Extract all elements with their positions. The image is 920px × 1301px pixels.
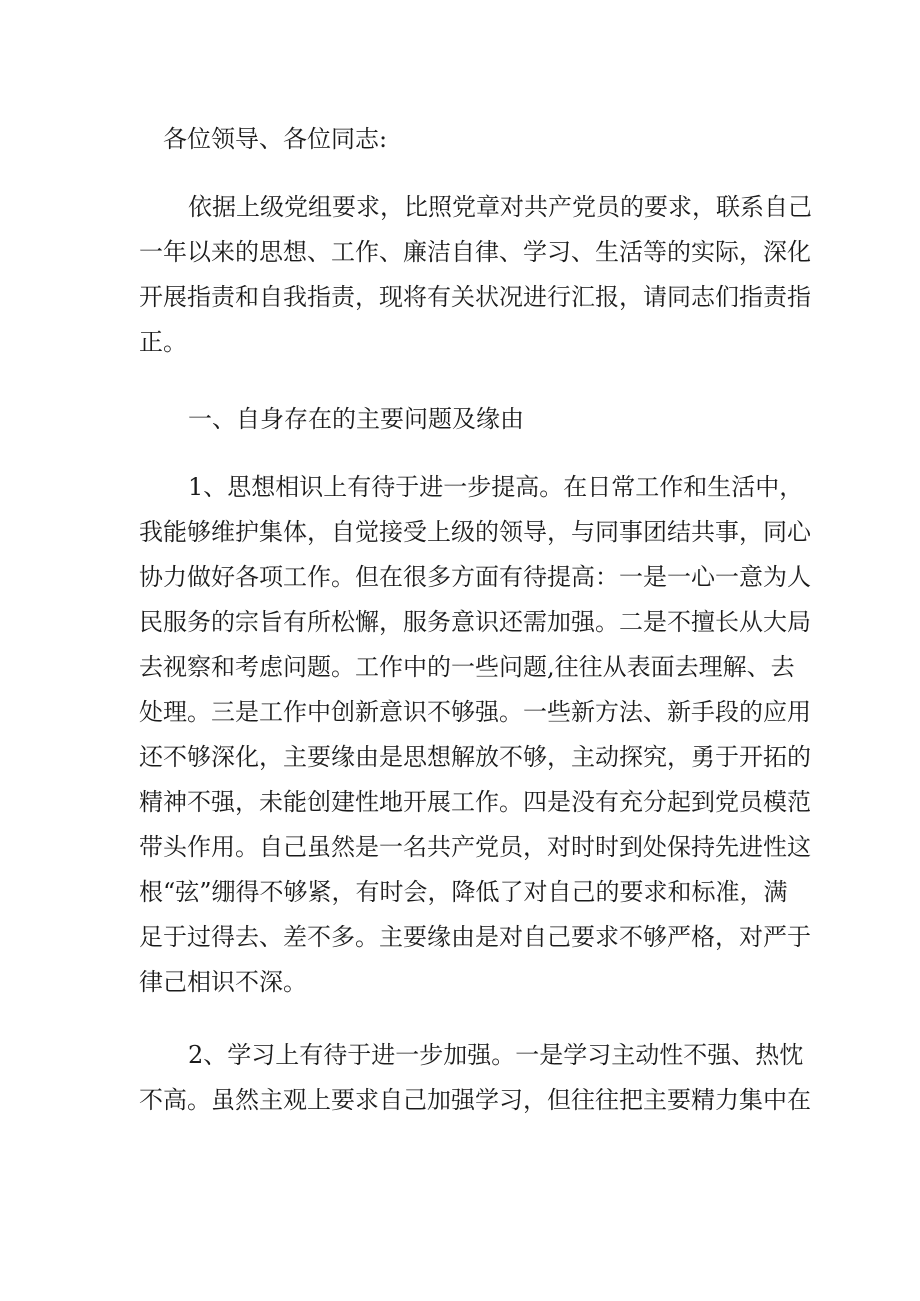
item1-line-11: 足于过得去、差不多。主要缘由是对自己要求不够严格，对严于	[139, 923, 811, 951]
item2-line-1: 2、学习上有待于进一步加强。一是学习主动性不强、热忱	[188, 1041, 804, 1069]
item1-line-10: 根“弦”绷得不够紧，有时会，降低了对自己的要求和标准，满	[139, 878, 788, 906]
item1-line-2: 我能够维护集体，自觉接受上级的领导，与同事团结共事，同心	[139, 518, 811, 546]
item1-line-12: 律己相识不深。	[139, 968, 307, 996]
salutation: 各位领导、各位同志:	[163, 125, 388, 153]
intro-line-1: 依据上级党组要求，比照党章对共产党员的要求，联系自己	[188, 193, 812, 221]
item1-line-7: 还不够深化，主要缘由是思想解放不够，主动探究，勇于开拓的	[139, 743, 811, 771]
item1-line-3: 协力做好各项工作。但在很多方面有待提高：一是一心一意为人	[139, 563, 811, 591]
item1-line-6: 处理。三是工作中创新意识不够强。一些新方法、新手段的应用	[139, 698, 811, 726]
intro-line-4: 正。	[139, 328, 187, 356]
section-heading: 一、自身存在的主要问题及缘由	[188, 405, 524, 433]
item1-line-5: 去视察和考虑问题。工作中的一些问题,往往从表面去理解、去	[139, 653, 795, 681]
item1-line-1: 1、思想相识上有待于进一步提高。在日常工作和生活中，	[188, 473, 804, 501]
intro-line-3: 开展指责和自我指责，现将有关状况进行汇报，请同志们指责指	[139, 283, 811, 311]
item1-line-9: 带头作用。自己虽然是一名共产党员，对时时到处保持先进性这	[139, 833, 811, 861]
item2-line-2: 不高。虽然主观上要求自己加强学习，但往往把主要精力集中在	[139, 1086, 811, 1114]
item1-line-8: 精神不强，未能创建性地开展工作。四是没有充分起到党员模范	[139, 788, 811, 816]
item1-line-4: 民服务的宗旨有所松懈，服务意识还需加强。二是不擅长从大局	[139, 608, 811, 636]
intro-line-2: 一年以来的思想、工作、廉洁自律、学习、生活等的实际，深化	[139, 238, 811, 266]
